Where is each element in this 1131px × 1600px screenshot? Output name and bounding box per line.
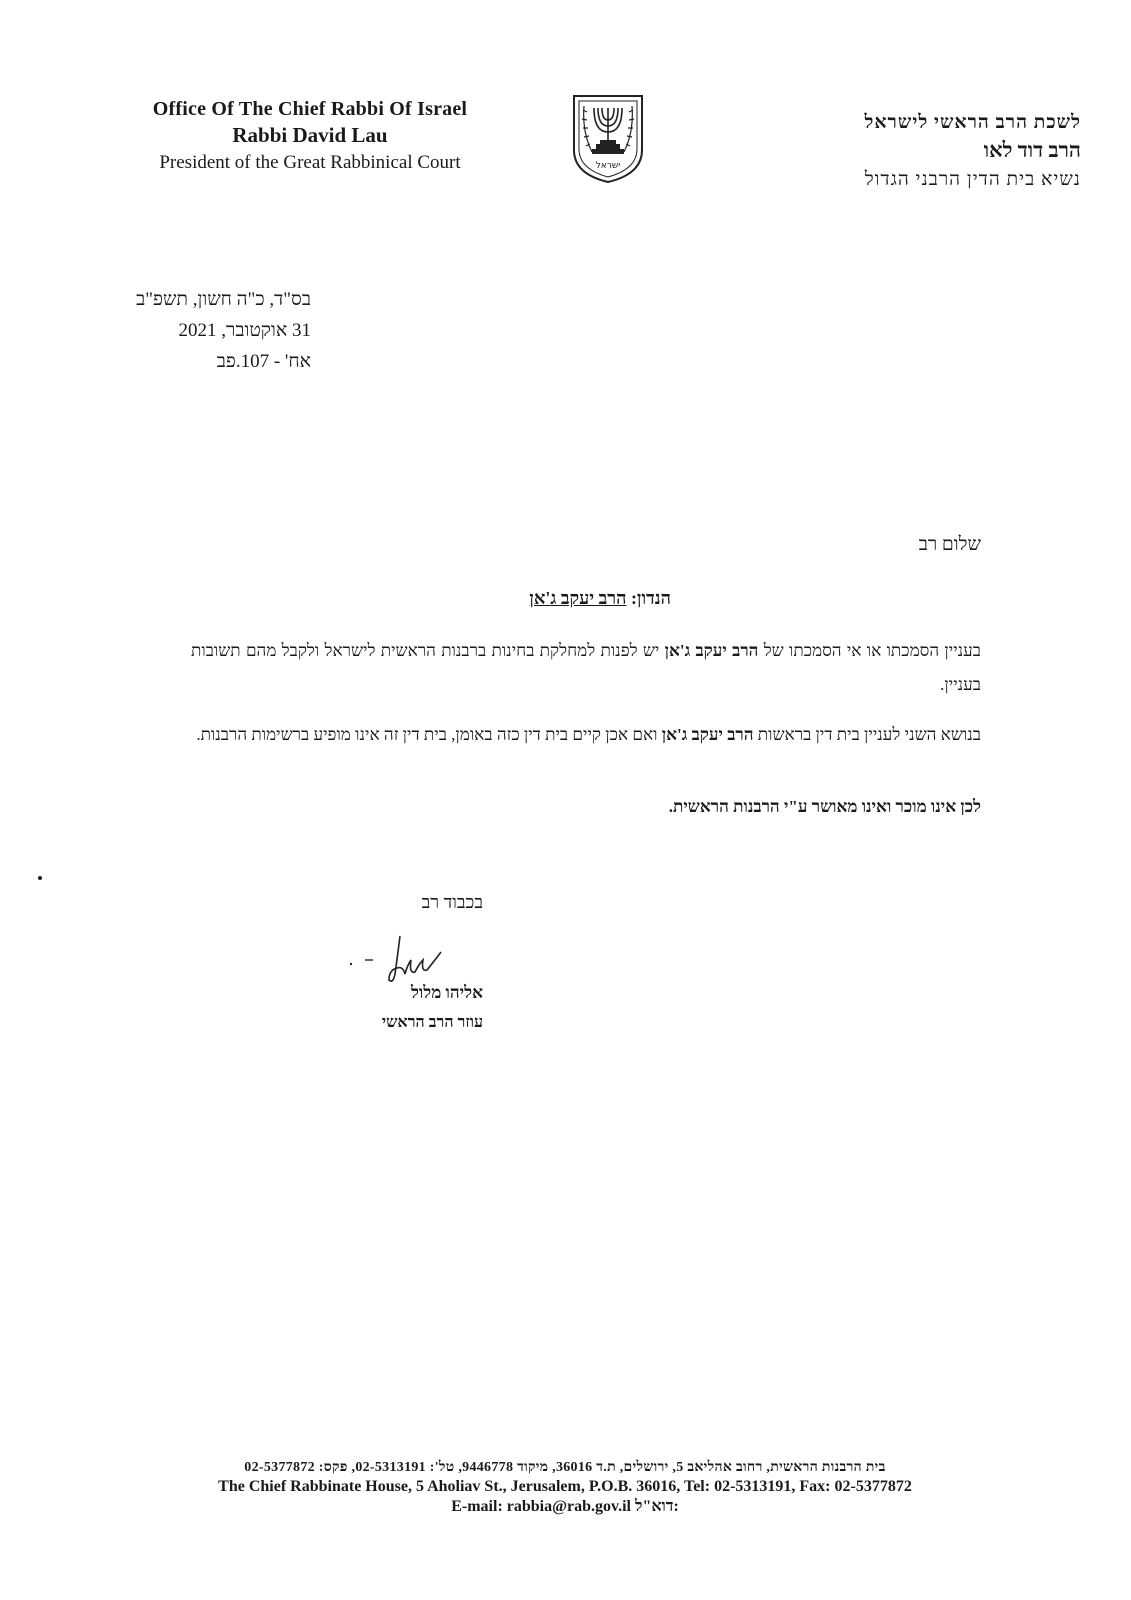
rabbi-name-en: Rabbi David Lau <box>232 123 388 147</box>
footer-email-en: E-mail: rabbia@rab.gov.il <box>451 1498 631 1515</box>
hebrew-date: בס"ד, כ"ה חשון, תשפ"ב <box>136 289 311 310</box>
menorah-emblem-icon <box>570 92 646 184</box>
subject-label: הנדון: <box>630 588 671 608</box>
paragraph-2-text-b: ואם אכן קיים בית דין כזה באומן, בית דין זה אינו מופיע ברשימות הרבנות. <box>196 725 662 744</box>
greeting: שלום רב <box>918 534 981 555</box>
paragraph-1-name: הרב יעקב ג'אן <box>664 641 759 660</box>
paragraph-2-text-a: בנושא השני לעניין בית דין בראשות <box>753 725 981 744</box>
svg-text:ישראל: ישראל <box>595 161 621 171</box>
scan-speck <box>38 876 42 880</box>
signer-title: עוזר הרב הראשי <box>381 1014 483 1031</box>
office-title-he: לשכת הרב הראשי לישראל <box>864 112 1081 133</box>
subject-value: הרב יעקב ג'אן <box>529 588 627 608</box>
closing: בכבוד רב <box>421 892 483 912</box>
signer-name: אליהו מלול <box>410 983 483 1002</box>
letterhead-hebrew <box>761 112 1081 191</box>
rabbi-role-en: President of the Great Rabbinical Court <box>159 152 461 173</box>
reference-number: אח' - 107.פב <box>216 351 311 372</box>
rabbi-name-he: הרב דוד לאו <box>983 138 1081 162</box>
paragraph-1-text-a: בעניין הסמכתו או אי הסמכתו של <box>758 641 981 660</box>
footer <box>130 1460 1000 1516</box>
office-title-en: Office Of The Chief Rabbi Of Israel <box>152 98 468 120</box>
paragraph-2-name: הרב יעקב ג'אן <box>661 725 754 744</box>
paragraph-1 <box>191 634 981 702</box>
footer-address-he: בית הרבנות הראשית, רחוב אהליאב 5, ירושלים, ת.ד 36016, מיקוד 9446778, טל': 02-5313191, פקס: 02-5377872 <box>244 1460 886 1475</box>
footer-address-en: The Chief Rabbinate House, 5 Aholiav St., Jerusalem, P.O.B. 36016, Tel: 02-5313191, Fax: 02-5377872 <box>218 1478 912 1495</box>
handwritten-signature <box>345 930 465 990</box>
footer-email-label-he: דוא"ל: <box>635 1498 679 1515</box>
date-block <box>111 284 311 377</box>
conclusion-paragraph: לכן אינו מוכר ואינו מאושר ע"י הרבנות הראשית. <box>668 797 981 816</box>
footer-email <box>130 1498 1000 1516</box>
paragraph-2 <box>191 718 981 752</box>
gregorian-date: 31 אוקטובר, 2021 <box>178 320 311 341</box>
letterhead-english <box>150 98 470 174</box>
subject-line <box>529 588 671 609</box>
paragraph-1-text-b: יש לפנות למחלקת בחינות ברבנות הראשית לישראל ולקבל מהם תשובות בעניין. <box>191 641 981 694</box>
rabbi-role-he: נשיא בית הדין הרבני הגדול <box>864 169 1081 190</box>
